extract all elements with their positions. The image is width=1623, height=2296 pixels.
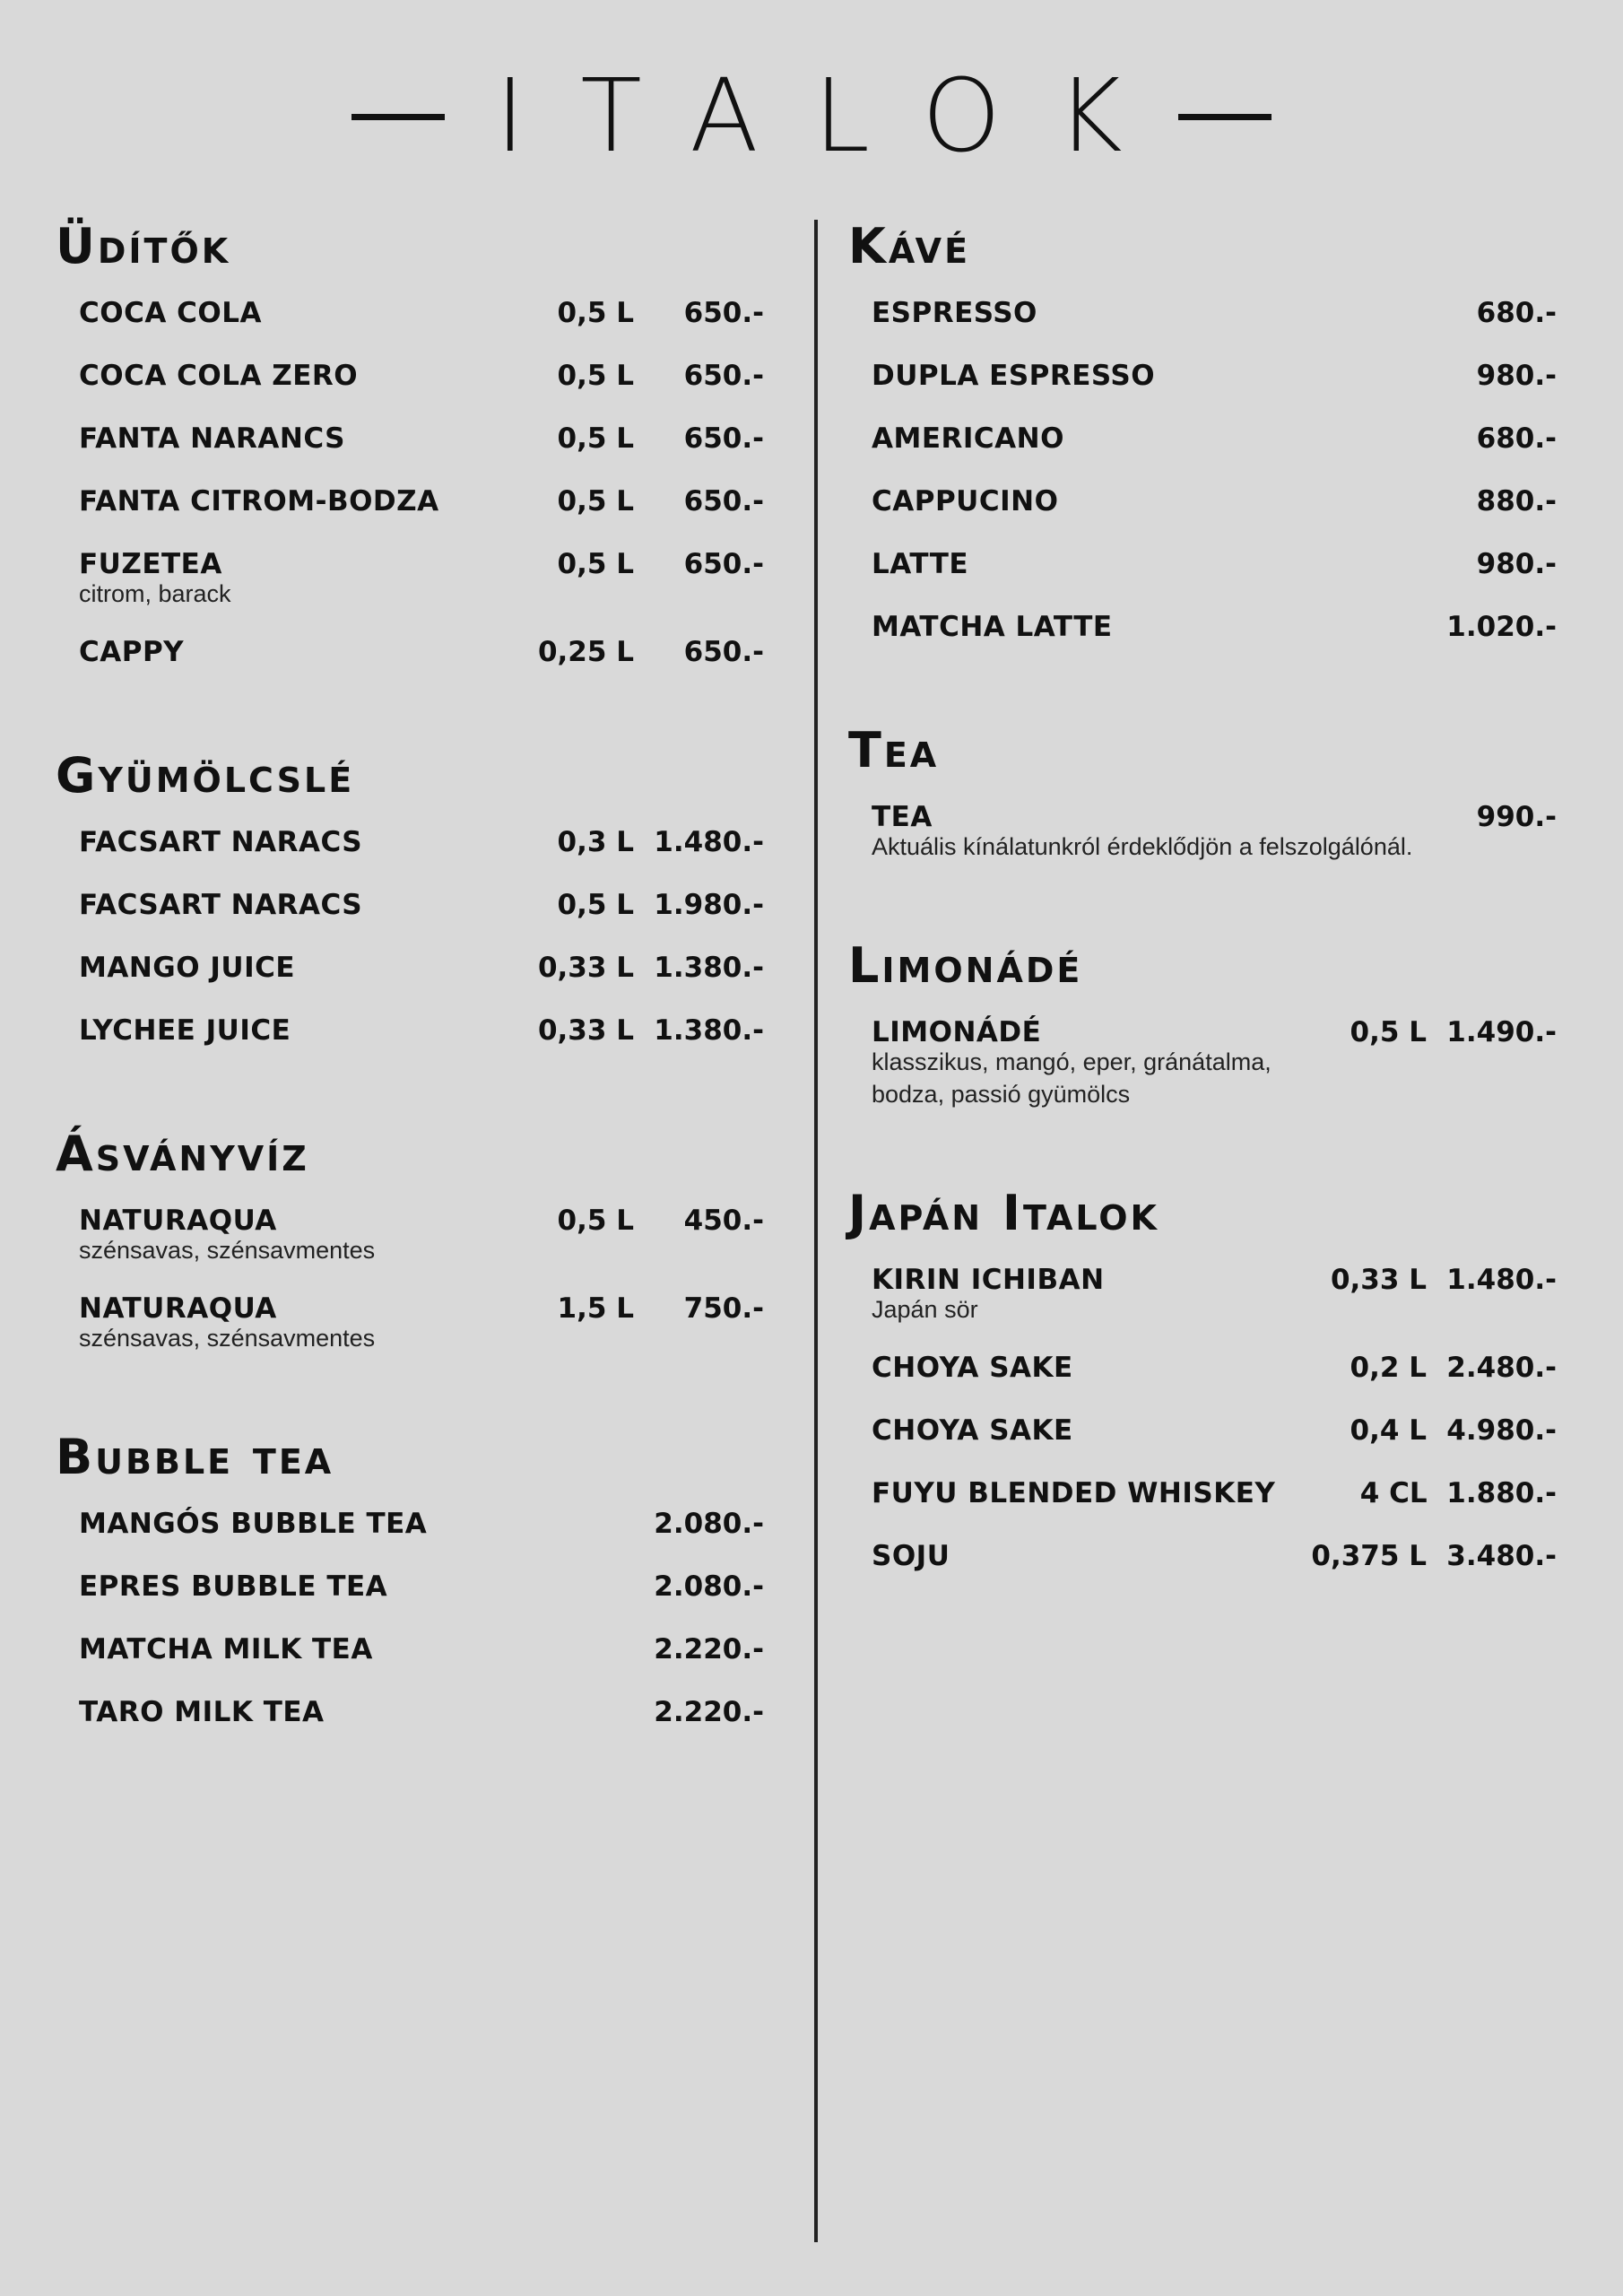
section-title: Limonádé <box>848 937 1083 994</box>
item-price: 650.- <box>683 360 764 392</box>
item-name: MATCHA MILK TEA <box>79 1633 373 1665</box>
item-price: 980.- <box>1476 548 1557 580</box>
item-price: 680.- <box>1476 297 1557 329</box>
column-divider <box>814 220 818 2242</box>
item-name: FACSART NARACS <box>79 826 363 858</box>
section-title: Kávé <box>848 218 971 274</box>
item-name: ESPRESSO <box>872 297 1037 329</box>
item-price: 2.480.- <box>1446 1352 1557 1384</box>
menu-item <box>56 1189 764 1277</box>
menu-item <box>56 1492 764 1555</box>
right-column <box>848 215 1557 1648</box>
item-price: 680.- <box>1476 422 1557 455</box>
item-name: KIRIN ICHIBAN <box>872 1264 1105 1296</box>
item-price: 2.080.- <box>654 1570 764 1603</box>
item-name: TEA <box>872 801 933 833</box>
item-price: 1.980.- <box>654 889 764 921</box>
item-price: 1.490.- <box>1446 1016 1557 1048</box>
menu-section <box>848 215 1557 658</box>
menu-item <box>848 786 1557 874</box>
menu-item <box>56 282 764 344</box>
menu-item <box>56 621 764 683</box>
item-name: FUZETEA <box>79 548 222 580</box>
section-title: Gyümölcslé <box>56 747 355 804</box>
item-name: LIMONÁDÉ <box>872 1016 1042 1048</box>
item-volume: 0,5 L <box>557 422 634 455</box>
left-column <box>56 215 764 1805</box>
item-volume: 0,5 L <box>557 485 634 517</box>
title-rule-right <box>1178 114 1271 120</box>
item-description: szénsavas, szénsavmentes <box>79 1325 376 1352</box>
section-title: Üdítők <box>56 218 231 274</box>
item-volume: 0,2 L <box>1350 1352 1427 1384</box>
item-price: 2.220.- <box>654 1633 764 1665</box>
item-price: 650.- <box>683 636 764 668</box>
item-volume: 4 CL <box>1359 1477 1428 1509</box>
item-name: CHOYA SAKE <box>872 1352 1073 1384</box>
item-price: 3.480.- <box>1446 1540 1557 1572</box>
menu-item <box>56 1681 764 1744</box>
item-volume: 0,33 L <box>1330 1264 1427 1296</box>
item-name: DUPLA ESPRESSO <box>872 360 1156 392</box>
item-name: EPRES BUBBLE TEA <box>79 1570 388 1603</box>
menu-section <box>56 1123 764 1365</box>
item-volume: 0,375 L <box>1311 1540 1427 1572</box>
item-price: 1.480.- <box>654 826 764 858</box>
item-name: CAPPUCINO <box>872 485 1059 517</box>
item-price: 980.- <box>1476 360 1557 392</box>
item-price: 4.980.- <box>1446 1414 1557 1447</box>
item-name: FANTA NARANCS <box>79 422 345 455</box>
item-price: 1.020.- <box>1446 611 1557 643</box>
item-volume: 1,5 L <box>557 1292 634 1325</box>
section-title: Japán Italok <box>848 1185 1159 1241</box>
item-price: 1.380.- <box>654 952 764 984</box>
menu-item <box>56 999 764 1062</box>
item-price: 450.- <box>683 1205 764 1237</box>
item-price: 650.- <box>683 485 764 517</box>
item-price: 1.380.- <box>654 1014 764 1047</box>
item-price: 2.080.- <box>654 1508 764 1540</box>
item-name: FANTA CITROM-BODZA <box>79 485 439 517</box>
item-volume: 0,5 L <box>557 548 634 580</box>
menu-item <box>848 1399 1557 1462</box>
menu-item <box>56 874 764 936</box>
item-volume: 0,5 L <box>557 1205 634 1237</box>
menu-item <box>848 596 1557 658</box>
menu-item <box>56 1277 764 1365</box>
item-volume: 0,33 L <box>537 952 634 984</box>
menu-item <box>848 1462 1557 1525</box>
menu-section <box>56 215 764 683</box>
item-description: klasszikus, mangó, eper, gránátalma, bodza, passió gyümölcs <box>872 1048 1271 1108</box>
item-name: TARO MILK TEA <box>79 1696 325 1728</box>
section-title: Ásványvíz <box>56 1126 309 1182</box>
menu-item <box>848 1336 1557 1399</box>
item-name: CAPPY <box>79 636 185 668</box>
item-price: 990.- <box>1476 801 1557 833</box>
item-price: 2.220.- <box>654 1696 764 1728</box>
item-price: 650.- <box>683 297 764 329</box>
menu-item <box>848 407 1557 470</box>
menu-item <box>56 1555 764 1618</box>
item-name: AMERICANO <box>872 422 1064 455</box>
item-name: FUYU BLENDED WHISKEY <box>872 1477 1276 1509</box>
section-title: Bubble tea <box>56 1429 334 1485</box>
menu-item <box>56 533 764 621</box>
item-name: MANGO JUICE <box>79 952 296 984</box>
item-price: 650.- <box>683 548 764 580</box>
menu-item <box>848 470 1557 533</box>
item-volume: 0,4 L <box>1350 1414 1427 1447</box>
page-header <box>0 58 1623 175</box>
menu-item <box>56 344 764 407</box>
title-rule-left <box>352 114 445 120</box>
item-name: LATTE <box>872 548 969 580</box>
item-price: 650.- <box>683 422 764 455</box>
item-volume: 0,33 L <box>537 1014 634 1047</box>
menu-item <box>56 470 764 533</box>
item-name: CHOYA SAKE <box>872 1414 1073 1447</box>
section-title: Tea <box>848 722 940 778</box>
item-price: 750.- <box>683 1292 764 1325</box>
item-price: 1.480.- <box>1446 1264 1557 1296</box>
menu-section <box>56 744 764 1062</box>
menu-item <box>56 407 764 470</box>
item-description: citrom, barack <box>79 580 231 607</box>
menu-section <box>848 935 1557 1121</box>
item-name: MATCHA LATTE <box>872 611 1113 643</box>
menu-item <box>848 344 1557 407</box>
menu-section <box>848 719 1557 874</box>
item-volume: 0,5 L <box>557 297 634 329</box>
item-name: COCA COLA <box>79 297 262 329</box>
item-volume: 0,5 L <box>557 889 634 921</box>
item-name: FACSART NARACS <box>79 889 363 921</box>
menu-item <box>56 1618 764 1681</box>
item-description: szénsavas, szénsavmentes <box>79 1237 376 1264</box>
item-name: NATURAQUA <box>79 1292 277 1325</box>
item-name: SOJU <box>872 1540 950 1572</box>
menu-item <box>56 936 764 999</box>
item-name: MANGÓS BUBBLE TEA <box>79 1508 428 1540</box>
item-volume: 0,3 L <box>557 826 634 858</box>
item-name: LYCHEE JUICE <box>79 1014 291 1047</box>
item-price: 880.- <box>1476 485 1557 517</box>
item-volume: 0,5 L <box>1350 1016 1427 1048</box>
item-name: COCA COLA ZERO <box>79 360 359 392</box>
item-price: 1.880.- <box>1446 1477 1557 1509</box>
item-name: NATURAQUA <box>79 1205 277 1237</box>
item-volume: 0,25 L <box>537 636 634 668</box>
menu-item <box>848 1248 1557 1336</box>
menu-section <box>848 1182 1557 1587</box>
item-volume: 0,5 L <box>557 360 634 392</box>
menu-item <box>848 1001 1557 1121</box>
page-title: ITALOK <box>495 58 1178 175</box>
item-description: Aktuális kínálatunkról érdeklődjön a felszolgálónál. <box>872 833 1413 860</box>
menu-item <box>848 533 1557 596</box>
menu-item <box>848 1525 1557 1587</box>
menu-section <box>56 1426 764 1744</box>
menu-item <box>56 811 764 874</box>
menu-item <box>848 282 1557 344</box>
item-description: Japán sör <box>872 1296 978 1323</box>
